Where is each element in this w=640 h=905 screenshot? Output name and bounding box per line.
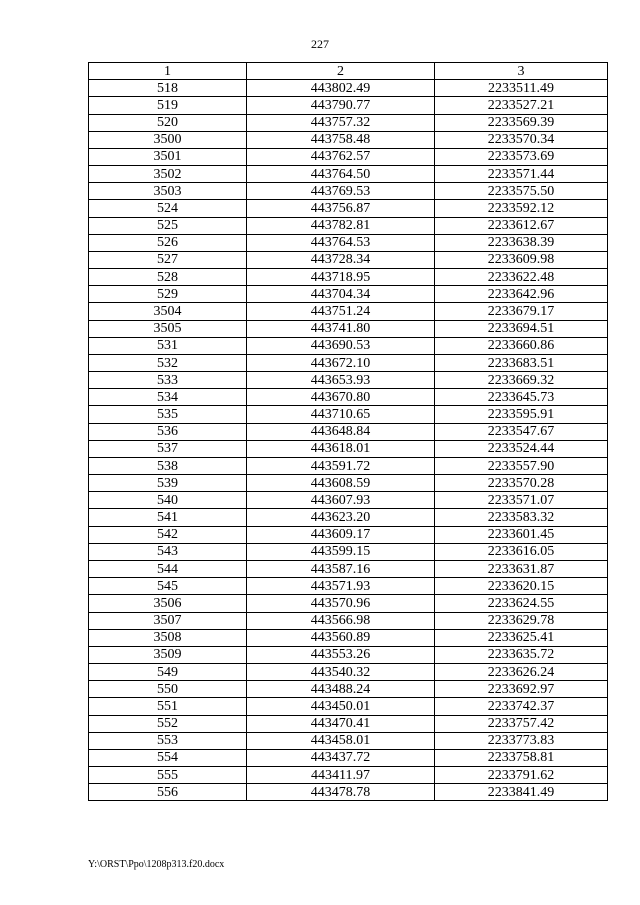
- y-coordinate-cell: 2233583.32: [435, 509, 608, 526]
- table-row: [89, 715, 608, 732]
- table-row: [89, 664, 608, 681]
- point-number-cell: 545: [89, 578, 247, 595]
- x-coordinate-cell: 443553.26: [247, 646, 435, 663]
- x-coordinate-cell: 443437.72: [247, 749, 435, 766]
- y-coordinate-cell: 2233527.21: [435, 97, 608, 114]
- x-coordinate-cell: 443411.97: [247, 767, 435, 784]
- x-coordinate-cell: 443728.34: [247, 251, 435, 268]
- point-number-cell: 3504: [89, 303, 247, 320]
- point-number-cell: 540: [89, 492, 247, 509]
- y-coordinate-cell: 2233791.62: [435, 767, 608, 784]
- table-row: [89, 749, 608, 766]
- y-coordinate-cell: 2233570.28: [435, 475, 608, 492]
- point-number-cell: 552: [89, 715, 247, 732]
- table-row: [89, 80, 608, 97]
- table-row: [89, 784, 608, 801]
- point-number-cell: 3506: [89, 595, 247, 612]
- point-number-cell: 539: [89, 475, 247, 492]
- table-row: [89, 681, 608, 698]
- y-coordinate-cell: 2233642.96: [435, 286, 608, 303]
- x-coordinate-cell: 443450.01: [247, 698, 435, 715]
- coordinates-table: [88, 62, 608, 801]
- x-coordinate-cell: 443587.16: [247, 560, 435, 577]
- x-coordinate-cell: 443762.57: [247, 148, 435, 165]
- point-number-cell: 532: [89, 354, 247, 371]
- table-row: [89, 423, 608, 440]
- table-row: [89, 286, 608, 303]
- table-row: [89, 560, 608, 577]
- point-number-cell: 3502: [89, 166, 247, 183]
- x-coordinate-cell: 443560.89: [247, 629, 435, 646]
- y-coordinate-cell: 2233631.87: [435, 560, 608, 577]
- y-coordinate-cell: 2233773.83: [435, 732, 608, 749]
- x-coordinate-cell: 443623.20: [247, 509, 435, 526]
- x-coordinate-cell: 443758.48: [247, 131, 435, 148]
- y-coordinate-cell: 2233622.48: [435, 269, 608, 286]
- x-coordinate-cell: 443756.87: [247, 200, 435, 217]
- x-coordinate-cell: 443488.24: [247, 681, 435, 698]
- y-coordinate-cell: 2233511.49: [435, 80, 608, 97]
- y-coordinate-cell: 2233570.34: [435, 131, 608, 148]
- y-coordinate-cell: 2233694.51: [435, 320, 608, 337]
- table-row: [89, 114, 608, 131]
- table-row: [89, 234, 608, 251]
- point-number-cell: 3508: [89, 629, 247, 646]
- x-coordinate-cell: 443540.32: [247, 664, 435, 681]
- table-row: [89, 492, 608, 509]
- x-coordinate-cell: 443609.17: [247, 526, 435, 543]
- point-number-cell: 542: [89, 526, 247, 543]
- table-row: [89, 166, 608, 183]
- table-row: [89, 578, 608, 595]
- point-number-cell: 534: [89, 389, 247, 406]
- table-row: [89, 629, 608, 646]
- y-coordinate-cell: 2233573.69: [435, 148, 608, 165]
- y-coordinate-cell: 2233557.90: [435, 457, 608, 474]
- x-coordinate-cell: 443571.93: [247, 578, 435, 595]
- y-coordinate-cell: 2233635.72: [435, 646, 608, 663]
- point-number-cell: 554: [89, 749, 247, 766]
- table-row: [89, 646, 608, 663]
- point-number-cell: 526: [89, 234, 247, 251]
- x-coordinate-cell: 443764.50: [247, 166, 435, 183]
- table-row: [89, 509, 608, 526]
- y-coordinate-cell: 2233624.55: [435, 595, 608, 612]
- table-row: [89, 698, 608, 715]
- table-row: [89, 97, 608, 114]
- point-number-cell: 524: [89, 200, 247, 217]
- point-number-cell: 549: [89, 664, 247, 681]
- x-coordinate-cell: 443608.59: [247, 475, 435, 492]
- column-header-1: 1: [89, 63, 247, 80]
- table-row: [89, 217, 608, 234]
- y-coordinate-cell: 2233569.39: [435, 114, 608, 131]
- point-number-cell: 531: [89, 337, 247, 354]
- point-number-cell: 550: [89, 681, 247, 698]
- point-number-cell: 541: [89, 509, 247, 526]
- x-coordinate-cell: 443764.53: [247, 234, 435, 251]
- point-number-cell: 543: [89, 543, 247, 560]
- table-row: [89, 767, 608, 784]
- y-coordinate-cell: 2233616.05: [435, 543, 608, 560]
- table-row: [89, 251, 608, 268]
- y-coordinate-cell: 2233524.44: [435, 440, 608, 457]
- point-number-cell: 556: [89, 784, 247, 801]
- y-coordinate-cell: 2233571.07: [435, 492, 608, 509]
- y-coordinate-cell: 2233660.86: [435, 337, 608, 354]
- x-coordinate-cell: 443653.93: [247, 372, 435, 389]
- x-coordinate-cell: 443599.15: [247, 543, 435, 560]
- point-number-cell: 555: [89, 767, 247, 784]
- table-row: [89, 543, 608, 560]
- footer-file-path: Y:\ORST\Ppo\1208p313.f20.docx: [88, 859, 225, 870]
- point-number-cell: 518: [89, 80, 247, 97]
- x-coordinate-cell: 443591.72: [247, 457, 435, 474]
- x-coordinate-cell: 443710.65: [247, 406, 435, 423]
- y-coordinate-cell: 2233757.42: [435, 715, 608, 732]
- y-coordinate-cell: 2233547.67: [435, 423, 608, 440]
- x-coordinate-cell: 443704.34: [247, 286, 435, 303]
- table-row: [89, 337, 608, 354]
- x-coordinate-cell: 443607.93: [247, 492, 435, 509]
- point-number-cell: 3505: [89, 320, 247, 337]
- table-row: [89, 131, 608, 148]
- y-coordinate-cell: 2233625.41: [435, 629, 608, 646]
- table-row: [89, 595, 608, 612]
- column-header-2: 2: [247, 63, 435, 80]
- point-number-cell: 519: [89, 97, 247, 114]
- y-coordinate-cell: 2233571.44: [435, 166, 608, 183]
- page-number: 227: [311, 37, 329, 51]
- table-row: [89, 354, 608, 371]
- table-row: [89, 457, 608, 474]
- y-coordinate-cell: 2233645.73: [435, 389, 608, 406]
- point-number-cell: 536: [89, 423, 247, 440]
- x-coordinate-cell: 443458.01: [247, 732, 435, 749]
- point-number-cell: 3501: [89, 148, 247, 165]
- table-row: [89, 320, 608, 337]
- point-number-cell: 520: [89, 114, 247, 131]
- table-row: [89, 183, 608, 200]
- table-row: [89, 440, 608, 457]
- x-coordinate-cell: 443672.10: [247, 354, 435, 371]
- x-coordinate-cell: 443648.84: [247, 423, 435, 440]
- table-row: [89, 372, 608, 389]
- x-coordinate-cell: 443790.77: [247, 97, 435, 114]
- x-coordinate-cell: 443566.98: [247, 612, 435, 629]
- table-row: [89, 732, 608, 749]
- table-row: [89, 526, 608, 543]
- y-coordinate-cell: 2233742.37: [435, 698, 608, 715]
- x-coordinate-cell: 443741.80: [247, 320, 435, 337]
- x-coordinate-cell: 443690.53: [247, 337, 435, 354]
- table-row: [89, 475, 608, 492]
- x-coordinate-cell: 443769.53: [247, 183, 435, 200]
- y-coordinate-cell: 2233629.78: [435, 612, 608, 629]
- x-coordinate-cell: 443751.24: [247, 303, 435, 320]
- point-number-cell: 533: [89, 372, 247, 389]
- point-number-cell: 551: [89, 698, 247, 715]
- y-coordinate-cell: 2233692.97: [435, 681, 608, 698]
- column-header-3: 3: [435, 63, 608, 80]
- point-number-cell: 538: [89, 457, 247, 474]
- table-row: [89, 269, 608, 286]
- point-number-cell: 529: [89, 286, 247, 303]
- point-number-cell: 553: [89, 732, 247, 749]
- point-number-cell: 535: [89, 406, 247, 423]
- x-coordinate-cell: 443470.41: [247, 715, 435, 732]
- table-row: [89, 148, 608, 165]
- y-coordinate-cell: 2233595.91: [435, 406, 608, 423]
- y-coordinate-cell: 2233669.32: [435, 372, 608, 389]
- y-coordinate-cell: 2233592.12: [435, 200, 608, 217]
- point-number-cell: 3500: [89, 131, 247, 148]
- y-coordinate-cell: 2233612.67: [435, 217, 608, 234]
- point-number-cell: 3507: [89, 612, 247, 629]
- y-coordinate-cell: 2233683.51: [435, 354, 608, 371]
- y-coordinate-cell: 2233609.98: [435, 251, 608, 268]
- point-number-cell: 528: [89, 269, 247, 286]
- point-number-cell: 3503: [89, 183, 247, 200]
- y-coordinate-cell: 2233679.17: [435, 303, 608, 320]
- y-coordinate-cell: 2233575.50: [435, 183, 608, 200]
- y-coordinate-cell: 2233620.15: [435, 578, 608, 595]
- table-body: [89, 80, 608, 801]
- table-row: [89, 303, 608, 320]
- y-coordinate-cell: 2233841.49: [435, 784, 608, 801]
- x-coordinate-cell: 443570.96: [247, 595, 435, 612]
- point-number-cell: 3509: [89, 646, 247, 663]
- x-coordinate-cell: 443670.80: [247, 389, 435, 406]
- table-row: [89, 612, 608, 629]
- table-row: [89, 389, 608, 406]
- table-header-row: [89, 63, 608, 80]
- point-number-cell: 537: [89, 440, 247, 457]
- x-coordinate-cell: 443802.49: [247, 80, 435, 97]
- x-coordinate-cell: 443618.01: [247, 440, 435, 457]
- point-number-cell: 525: [89, 217, 247, 234]
- point-number-cell: 527: [89, 251, 247, 268]
- x-coordinate-cell: 443757.32: [247, 114, 435, 131]
- table-row: [89, 406, 608, 423]
- y-coordinate-cell: 2233758.81: [435, 749, 608, 766]
- y-coordinate-cell: 2233626.24: [435, 664, 608, 681]
- table-row: [89, 200, 608, 217]
- x-coordinate-cell: 443718.95: [247, 269, 435, 286]
- y-coordinate-cell: 2233638.39: [435, 234, 608, 251]
- x-coordinate-cell: 443478.78: [247, 784, 435, 801]
- y-coordinate-cell: 2233601.45: [435, 526, 608, 543]
- point-number-cell: 544: [89, 560, 247, 577]
- x-coordinate-cell: 443782.81: [247, 217, 435, 234]
